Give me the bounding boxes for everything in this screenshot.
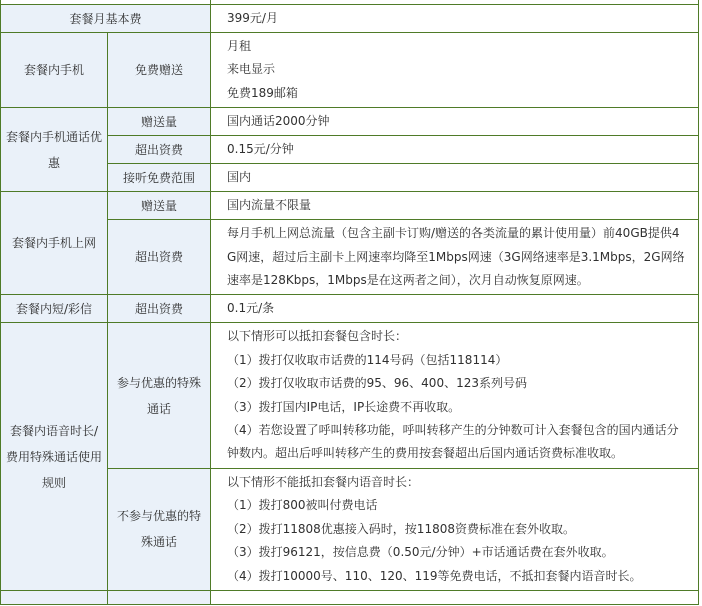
mobile-internet-gift-row <box>1 192 699 220</box>
bottom-partial-value-cell <box>211 590 699 604</box>
call-discount-label-cell: 套餐内手机通话优惠 <box>1 108 108 192</box>
rule-line: （1）拨打仅收取市话费的114号码（包括118114） <box>227 352 508 367</box>
in-plan-phone-row <box>1 33 699 108</box>
free-answer-scope-label-cell: 接听免费范围 <box>108 164 211 192</box>
discount-calls-label-cell: 参与优惠的特殊通话 <box>108 323 211 468</box>
mobile-internet-gift-value-cell: 国内流量不限量 <box>211 192 699 220</box>
rule-line: 以下情形可以抵扣套餐包含时长： <box>227 329 408 344</box>
rule-line: （2）拨打11808优惠接入码时，按11808资费标准在套外收取。 <box>227 521 575 536</box>
monthly-fee-label-cell: 套餐月基本费 <box>1 5 211 33</box>
free-gift-item: 月租 <box>227 39 252 53</box>
discount-calls-value-cell <box>211 323 699 468</box>
bottom-partial-sublabel-cell <box>108 590 211 604</box>
call-discount-excess-label-cell: 超出资费 <box>108 136 211 164</box>
non-discount-calls-value-cell <box>211 468 699 590</box>
mobile-internet-label-cell: 套餐内手机上网 <box>1 192 108 295</box>
monthly-fee-row <box>1 5 699 33</box>
sms-excess-label-cell: 超出资费 <box>108 295 211 323</box>
special-calls-discount-row <box>1 323 699 468</box>
free-gift-item: 免费189邮箱 <box>227 85 298 100</box>
rule-line: （3）拨打96121，按信息费（0.50元/分钟）+市话通话费在套外收取。 <box>227 545 614 560</box>
free-answer-scope-value-cell: 国内 <box>211 164 699 192</box>
rule-line: （1）拨打800被叫付费电话 <box>227 498 378 513</box>
bottom-partial-row <box>1 590 699 604</box>
rule-line: （4）拨打10000号、110、120、119等免费电话，不抵扣套餐内语音时长。 <box>227 568 642 583</box>
free-gift-label-cell: 免费赠送 <box>108 33 211 108</box>
voice-rules-label-cell: 套餐内语音时长/费用特殊通话使用规则 <box>1 323 108 590</box>
mobile-internet-excess-value-cell <box>211 220 699 295</box>
call-discount-gift-value-cell: 国内通话2000分钟 <box>211 108 699 136</box>
mobile-internet-gift-label-cell: 赠送量 <box>108 192 211 220</box>
free-gift-value-cell <box>211 33 699 108</box>
free-gift-item: 来电显示 <box>227 62 276 77</box>
sms-value-cell: 0.1元/条 <box>211 295 699 323</box>
call-discount-gift-row <box>1 108 699 136</box>
call-discount-excess-value-cell: 0.15元/分钟 <box>211 136 699 164</box>
sms-row <box>1 295 699 323</box>
in-plan-phone-label-cell: 套餐内手机 <box>1 33 108 108</box>
sms-label-cell: 套餐内短/彩信 <box>1 295 108 323</box>
non-discount-calls-label-cell: 不参与优惠的特殊通话 <box>108 468 211 590</box>
rule-line: （2）拨打仅收取市话费的95、96、400、123系列号码 <box>227 376 527 391</box>
rule-line: （3）拨打国内IP电话，IP长途费不再收取。 <box>227 399 461 414</box>
mobile-internet-excess-label-cell: 超出资费 <box>108 220 211 295</box>
call-discount-gift-label-cell: 赠送量 <box>108 108 211 136</box>
mobile-internet-excess-text: 每月手机上网总流量（包含主副卡订购/赠送的各类流量的累计使用量）前40GB提供4G网速，超过后主副卡上网速率均降至1Mbps网速（3G网络速率是3.1Mbps，2G网络速率是128Kbps，1Mbps是在这两者之间），次月自动恢复原网速。 <box>227 226 685 288</box>
monthly-fee-value-cell: 399元/月 <box>211 5 699 33</box>
rule-line: （4）若您设置了呼叫转移功能，呼叫转移产生的分钟数可计入套餐包含的国内通话分钟数内。超出后呼叫转移产生的费用按套餐超出后国内通话资费标准收取。 <box>227 423 679 461</box>
rule-line: 以下情形不能抵扣套餐内语音时长： <box>227 474 420 489</box>
bottom-partial-label-cell <box>1 590 108 604</box>
